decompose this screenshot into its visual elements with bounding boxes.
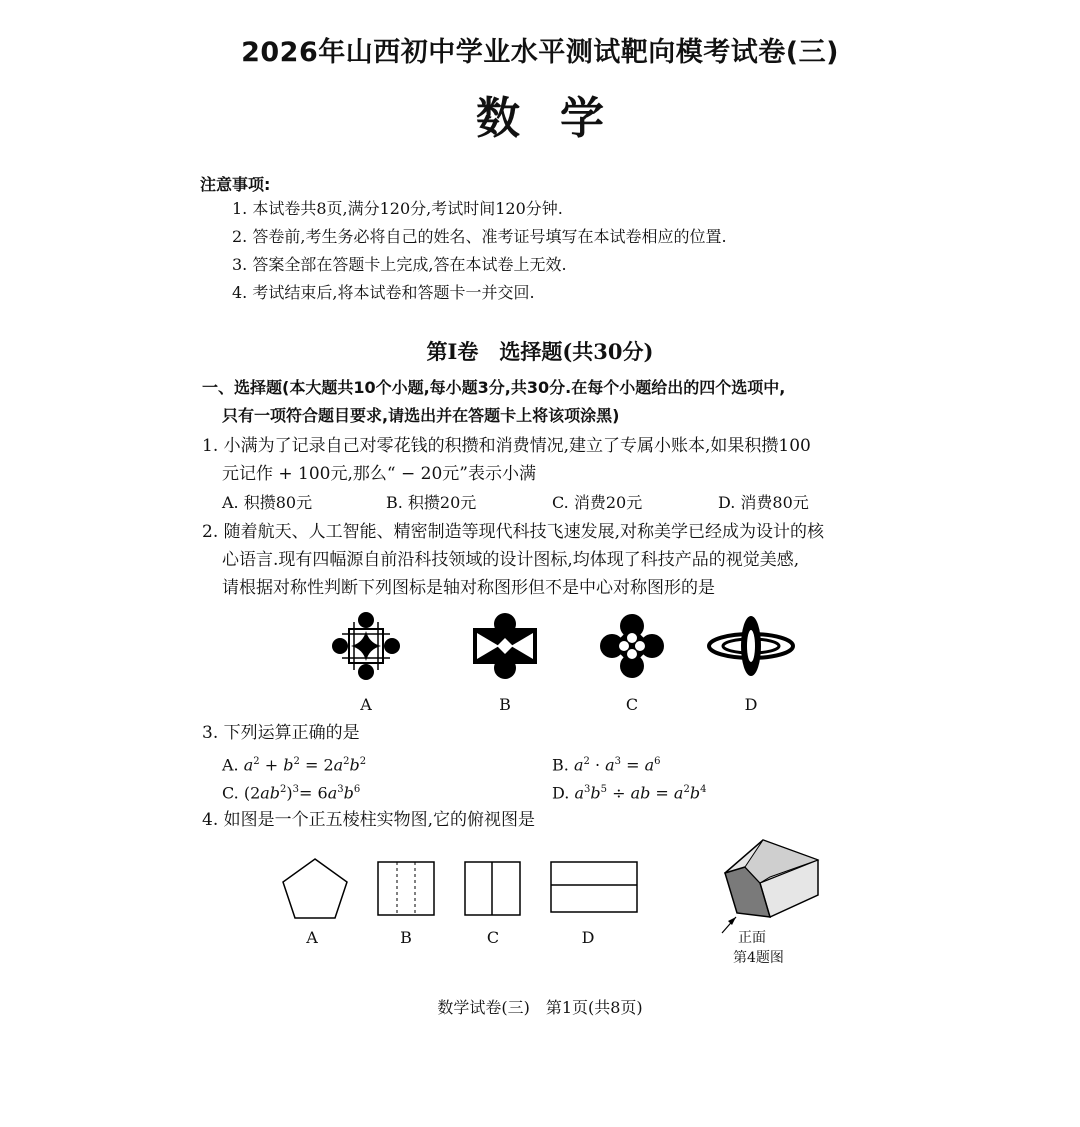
- q1-option-c: C. 消费20元: [552, 493, 643, 512]
- q4-label-d: D: [581, 928, 595, 947]
- q2-icon-b: [473, 613, 537, 679]
- q1-stem-cont: 元记作 + 100元,那么“ − 20元”表示小满: [222, 464, 536, 484]
- q4-option-b-rect: [378, 862, 434, 915]
- q3-option-d: D. $a^3b^5$ ÷ ab = $a^2b^4$: [552, 783, 707, 803]
- q4-front-label: 正面: [738, 930, 766, 946]
- q4-option-d-rect: [551, 862, 637, 912]
- q2-label-d: D: [744, 695, 758, 714]
- part-one-instructions: 一、选择题(本大题共10个小题,每小题3分,共30分.在每个小题给出的四个选项中,: [202, 378, 786, 397]
- page-footer: 数学试卷(三) 第1页(共8页): [437, 998, 643, 1017]
- q2-icon-d: [709, 616, 793, 676]
- notice-item: 2. 答卷前,考生务必将自己的姓名、准考证号填写在本试卷相应的位置.: [232, 227, 727, 246]
- q2-icon-figures: [320, 600, 800, 690]
- q1-option-a: A. 积攒80元: [222, 493, 313, 512]
- q2-stem-cont: 心语言.现有四幅源自前沿科技领域的设计图标,均体现了科技产品的视觉美感,: [222, 550, 800, 570]
- q3-option-a: A. $a^2 + b^2 = 2a^2b^2$: [222, 755, 367, 775]
- notice-item: 3. 答案全部在答题卡上完成,答在本试卷上无效.: [232, 255, 567, 274]
- notice-item: 4. 考试结束后,将本试卷和答题卡一并交回.: [232, 283, 535, 302]
- exam-title: 2026年山西初中学业水平测试靶向模考试卷(三): [241, 37, 839, 68]
- notice-heading: 注意事项:: [200, 175, 271, 194]
- q2-label-c: C: [625, 695, 639, 714]
- q2-stem: 2. 随着航天、人工智能、精密制造等现代科技飞速发展,对称美学已经成为设计的核: [202, 522, 825, 542]
- q1-option-d: D. 消费80元: [718, 493, 809, 512]
- q1-option-b: B. 积攒20元: [386, 493, 477, 512]
- q2-label-a: A: [360, 695, 372, 714]
- q4-label-c: C: [486, 928, 500, 947]
- q2-icon-a: [332, 612, 400, 680]
- q2-stem-cont2: 请根据对称性判断下列图标是轴对称图形但不是中心对称图形的是: [222, 578, 715, 598]
- q3-stem: 3. 下列运算正确的是: [202, 723, 360, 743]
- section-title: 第Ⅰ卷 选择题(共30分): [426, 339, 654, 364]
- subject-title: 数学: [476, 93, 644, 144]
- q4-label-b: B: [400, 928, 412, 947]
- q3-option-b: B. $a^2 \cdot a^3 = a^6$: [552, 755, 661, 775]
- q3-option-c: C. $(2ab^2)^3= 6a^3b^6$: [222, 783, 361, 803]
- q4-option-a-pentagon: [283, 859, 347, 918]
- q1-stem: 1. 小满为了记录自己对零花钱的积攒和消费情况,建立了专属小账本,如果积攒100: [202, 436, 811, 456]
- q2-icon-c: [600, 614, 664, 678]
- notice-item: 1. 本试卷共8页,满分120分,考试时间120分钟.: [232, 199, 563, 218]
- q2-label-b: B: [499, 695, 511, 714]
- q4-figure-caption: 第4题图: [733, 950, 784, 966]
- q4-stem: 4. 如图是一个正五棱柱实物图,它的俯视图是: [202, 810, 536, 830]
- q4-label-a: A: [306, 928, 318, 947]
- q4-prism: [725, 840, 818, 917]
- part-one-instructions-cont: 只有一项符合题目要求,请选出并在答题卡上将该项涂黑): [222, 406, 620, 425]
